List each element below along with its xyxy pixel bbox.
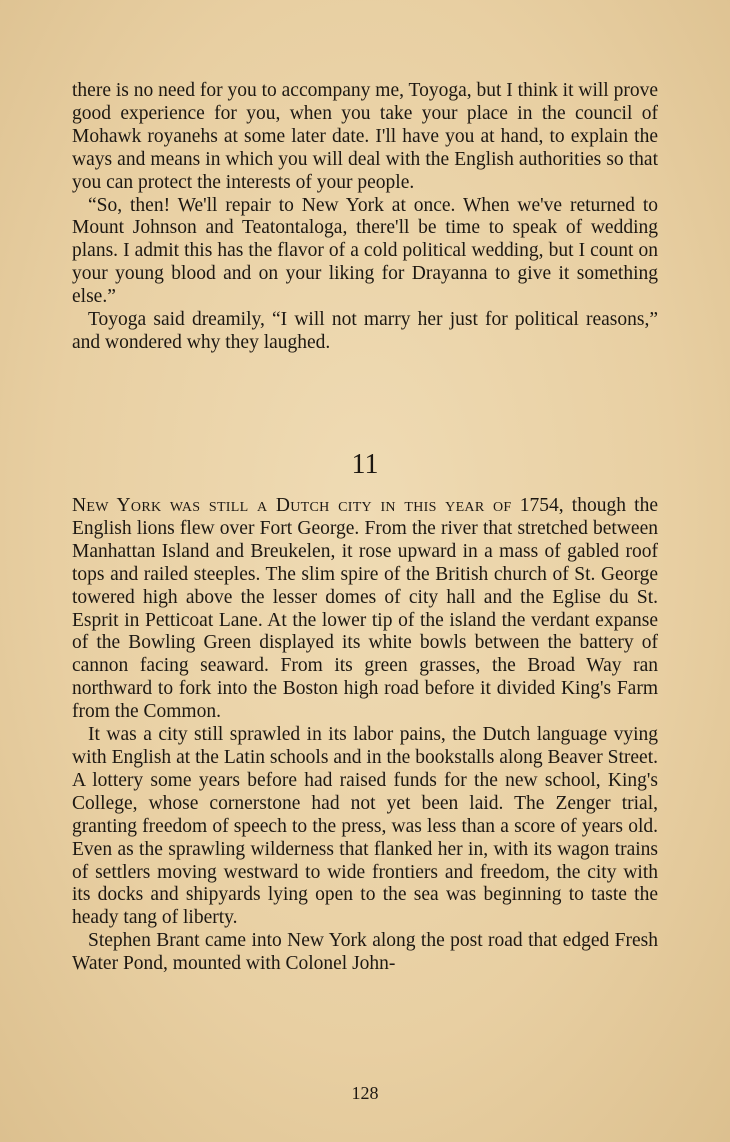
chapter-text-block bbox=[72, 495, 658, 976]
paragraph-continuation: there is no need for you to accompany me, Toyoga, but I think it will prove good experience for you, when you take your place in the council of Mohawk royanehs at some later date. I'll have you at hand, to explain the ways and means in which you will deal with the English authorities so that you can protect the interests of your people. bbox=[72, 80, 658, 193]
opening-rest: though the English lions flew over Fort George. From the river that stretched between Manhattan Island and Breukelen, it rose upward in a mass of gabled roof tops and railed steeples. The slim spire of the British church of St. George towered high above the lesser domes of city hall and the Eglise du St. Esprit in Petticoat Lane. At the lower tip of the island the verdant expanse of the Bowling Green displayed its white bowls between the battery of cannon facing seaward. From its green grasses, the Broad Way ran northward to fork into the Boston high road before it divided King's Farm from the Common. bbox=[72, 495, 659, 723]
page-number: 128 bbox=[351, 1083, 379, 1103]
chapter-number: 11 bbox=[351, 449, 379, 480]
paragraph-city: It was a city still sprawled in its labor pains, the Dutch language vying with English at the Latin schools and in the bookstalls along Beaver Street. A lottery some years before had raised funds for the new school, King's College, whose cornerstone had not yet been laid. The Zenger trial, granting freedom of speech to the press, was less than a score of years old. Even as the sprawling wilderness that flanked her in, with its wagon trains of settlers moving westward to wide frontiers and freedom, the city with its docks and shipyards lying open to the sea was beginning to taste the heady tang of liberty. bbox=[72, 724, 658, 929]
continued-text-block bbox=[72, 80, 658, 355]
paragraph-stephen-brant: Stephen Brant came into New York along the post road that edged Fresh Water Pond, mounted with Colonel John- bbox=[72, 930, 658, 975]
opening-small-caps: New York was still a Dutch city in this year of bbox=[72, 495, 512, 516]
paragraph-opening bbox=[72, 495, 658, 724]
paragraph-toyoga: Toyoga said dreamily, “I will not marry her just for political reasons,” and wondered why they laughed. bbox=[72, 309, 658, 353]
paragraph-dialogue: “So, then! We'll repair to New York at once. When we've returned to Mount Johnson and Teatontaloga, there'll be time to speak of wedding plans. I admit this has the flavor of a cold political wedding, but I count on your young blood and on your liking for Drayanna to give it something else.” bbox=[72, 194, 658, 308]
opening-year: 1754, bbox=[511, 495, 564, 516]
